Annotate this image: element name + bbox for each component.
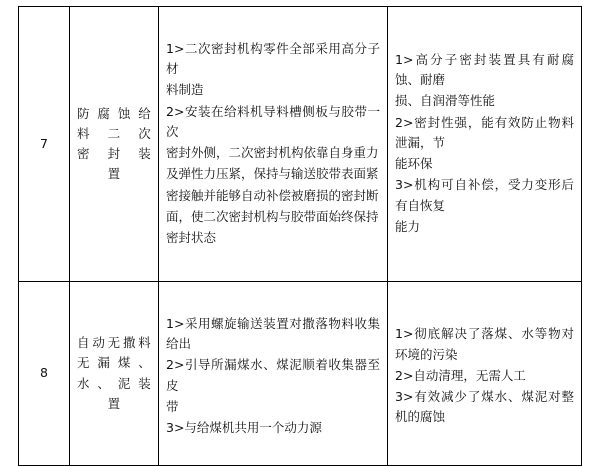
description-text-block (166, 314, 380, 439)
benefit-line: 1>彻底解决了落煤、水等物对环境的污染 (395, 326, 574, 362)
row-name-cell (70, 282, 159, 466)
description-line: 密封状态 (166, 230, 217, 245)
description-line: 2>安装在给料机导料槽侧板与胶带一次 (166, 103, 380, 139)
name-line: 无 漏 煤 、 (77, 355, 151, 371)
benefit-line: 3>机构可自补偿，受力变形后有自恢复 (395, 177, 574, 213)
benefit-line: 能力 (395, 218, 421, 234)
row-index-cell: 7 (19, 7, 70, 282)
description-line: 2>引导所漏煤水、煤泥顺着收集器至皮 (166, 357, 380, 393)
description-line: 1>采用螺旋输送装置对撒落物料收集给出 (166, 315, 380, 351)
description-line: 密封外侧，二次密封机构依靠自身重力 (166, 145, 379, 160)
row-name-cell (70, 7, 159, 282)
name-line: 密封装 (77, 146, 151, 161)
row-benefit-cell (388, 7, 582, 282)
description-line: 带 (166, 398, 179, 414)
name-text-block (77, 104, 151, 185)
table-row (19, 282, 582, 466)
description-line: 料制造 (166, 82, 204, 98)
name-line: 水 、 泥 装 (77, 375, 151, 391)
benefit-line: 损、自润滑等性能 (395, 93, 496, 109)
name-line: 置 (107, 166, 121, 182)
description-text-block (166, 39, 380, 249)
row-index-cell: 8 (19, 282, 70, 466)
name-line: 自动无撒料 (77, 335, 151, 350)
benefit-text-block (395, 50, 574, 237)
name-line: 料二次 (77, 125, 151, 141)
benefit-line: 3>有效减少了煤水、煤泥对整机的腐蚀 (395, 389, 574, 425)
document-page (0, 6, 600, 456)
description-line: 密接触并能够自动补偿被磨损的密封断 (166, 187, 379, 203)
benefit-line: 1>高分子密封装置具有耐腐蚀、耐磨 (395, 51, 574, 88)
name-line: 置 (107, 395, 121, 411)
row-benefit-cell (388, 282, 582, 466)
name-line: 防腐蚀给 (77, 105, 151, 121)
row-description-cell (159, 7, 388, 282)
benefit-line: 2>自动清理，无需人工 (395, 367, 526, 383)
benefit-line: 2>密封性强，能有效防止物料泄漏，节 (395, 114, 574, 150)
description-line: 1>二次密封机构零件全部采用高分子材 (166, 40, 380, 76)
table-row (19, 7, 582, 282)
benefit-text-block (395, 324, 574, 427)
table-body (19, 7, 582, 466)
specification-table (18, 6, 582, 466)
description-line: 及弹性力压紧，保持与输送胶带表面紧 (166, 166, 379, 182)
name-text-block (77, 333, 151, 414)
benefit-line: 能环保 (395, 156, 433, 172)
description-line: 面，使二次密封机构与胶带面始终保持 (166, 208, 379, 224)
row-description-cell (159, 282, 388, 466)
description-line: 3>与给煤机共用一个动力源 (166, 420, 322, 435)
